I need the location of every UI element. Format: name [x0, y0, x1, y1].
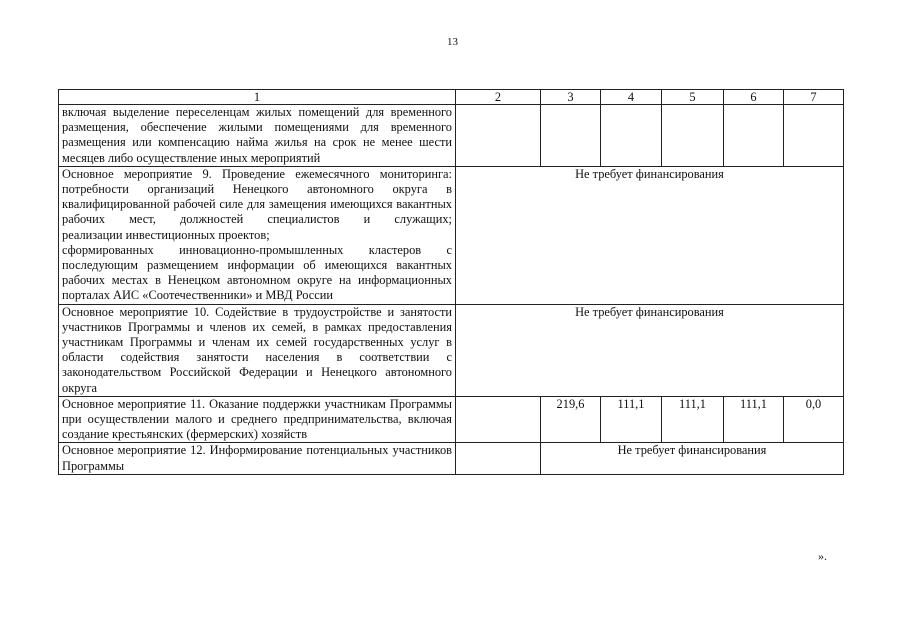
column-header: 7	[784, 90, 844, 105]
description-text: сформированных инновационно-промышленных кластеров с последующим размещением информации об имеющихся вакантных рабочих местах в Ненецком автономном округе на информационных порталах АИС «Соотечественники» и МВД России	[62, 242, 452, 303]
column-header: 5	[662, 90, 724, 105]
column-header: 1	[59, 90, 456, 105]
activity-description	[59, 443, 456, 474]
table-cell	[456, 105, 541, 167]
program-activities-table	[58, 89, 844, 475]
description-text: потребности организаций Ненецкого автономного округа в квалифицированной рабочей силе для замещения имеющихся вакантных рабочих мест, должностей специалистов и служащих;	[62, 182, 452, 227]
table-cell	[601, 105, 662, 167]
activity-description	[59, 396, 456, 443]
table-row	[59, 105, 844, 167]
page-number: 13	[447, 36, 458, 48]
activity-description	[59, 304, 456, 396]
table-row	[59, 304, 844, 396]
description-text: Основное мероприятие 11. Оказание поддержки участникам Программы при осуществлении малого и среднего предпринимательства, включая создание крестьянских (фермерских) хозяйств	[62, 396, 452, 442]
closing-quote: ».	[818, 549, 827, 563]
amount-cell: 111,1	[724, 396, 784, 443]
financing-note: Не требует финансирования	[541, 443, 844, 474]
table-cell	[784, 105, 844, 167]
table-cell	[456, 396, 541, 443]
amount-cell: 111,1	[662, 396, 724, 443]
table-row	[59, 443, 844, 474]
table-cell	[456, 443, 541, 474]
description-text: включая выделение переселенцам жилых помещений для временного размещения, обеспечение жилыми помещениями для временного размещения или компенсацию найма жилья на срок не менее шести месяцев либо осуществление иных мероприятий	[62, 105, 452, 165]
column-header: 6	[724, 90, 784, 105]
amount-cell: 0,0	[784, 396, 844, 443]
financing-note: Не требует финансирования	[456, 304, 844, 396]
amount-cell: 219,6	[541, 396, 601, 443]
table-cell	[662, 105, 724, 167]
table-cell	[541, 105, 601, 167]
description-text: Основное мероприятие 10. Содействие в трудоустройстве и занятости участников Программы и членов их семей, в рамках предоставления участникам Программы и членам их семей государственных услуг в области содействия занятости населения в соответствии с законодательством Российской Федерации и Ненецкого автономного округа	[62, 304, 452, 395]
table-cell	[724, 105, 784, 167]
table-header-row	[59, 90, 844, 105]
description-text: Основное мероприятие 9. Проведение ежемесячного мониторинга:	[62, 166, 452, 181]
amount-cell: 111,1	[601, 396, 662, 443]
financing-note: Не требует финансирования	[456, 166, 844, 304]
description-text: реализации инвестиционных проектов;	[62, 227, 270, 242]
column-header: 3	[541, 90, 601, 105]
column-header: 4	[601, 90, 662, 105]
column-header: 2	[456, 90, 541, 105]
table-row	[59, 166, 844, 304]
activity-description	[59, 105, 456, 167]
activity-description	[59, 166, 456, 304]
description-text: Основное мероприятие 12. Информирование потенциальных участников Программы	[62, 443, 452, 473]
table-row	[59, 396, 844, 443]
